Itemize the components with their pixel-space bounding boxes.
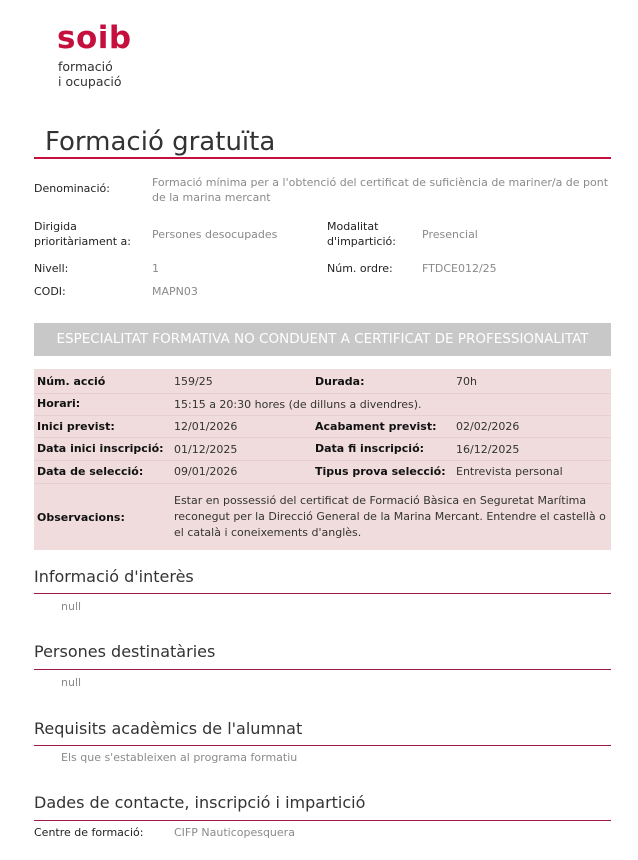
section-divider bbox=[34, 820, 611, 821]
data-seleccio-value: 09/01/2026 bbox=[174, 465, 238, 478]
num-ordre-value: FTDCE012/25 bbox=[422, 262, 497, 275]
durada-value: 70h bbox=[456, 375, 477, 388]
data-fi-inscripcio-label: Data fi inscripció: bbox=[315, 442, 425, 455]
modalitat-label: Modalitat d'impartició: bbox=[327, 220, 396, 248]
data-fi-inscripcio-value: 16/12/2025 bbox=[456, 443, 520, 456]
brand-subtitle-line2: i ocupació bbox=[58, 74, 122, 89]
acabament-label: Acabament previst: bbox=[315, 420, 437, 433]
inici-value: 12/01/2026 bbox=[174, 420, 238, 433]
num-accio-value: 159/25 bbox=[174, 375, 213, 388]
data-seleccio-label: Data de selecció: bbox=[37, 465, 144, 478]
num-ordre-label: Núm. ordre: bbox=[327, 262, 393, 275]
codi-label: CODI: bbox=[34, 285, 66, 298]
centre-formacio-label: Centre de formació: bbox=[34, 826, 144, 839]
dirigida-label: Dirigida prioritàriament a: bbox=[34, 220, 131, 248]
section-title-info: Informació d'interès bbox=[34, 567, 194, 586]
modalitat-value: Presencial bbox=[422, 228, 478, 241]
detail-row-divider bbox=[34, 393, 611, 394]
page-title: Formació gratuïta bbox=[45, 127, 276, 157]
detail-row-divider bbox=[34, 415, 611, 416]
inici-label: Inici previst: bbox=[37, 420, 115, 433]
section-text-requisits: Els que s'estableixen al programa formatiu bbox=[61, 751, 298, 764]
horari-value: 15:15 a 20:30 hores (de dilluns a divendres). bbox=[174, 398, 422, 411]
durada-label: Durada: bbox=[315, 375, 365, 388]
nivell-label: Nivell: bbox=[34, 262, 69, 275]
data-inici-inscripcio-value: 01/12/2025 bbox=[174, 443, 238, 456]
section-title-requisits: Requisits acadèmics de l'alumnat bbox=[34, 719, 303, 738]
data-inici-inscripcio-label: Data inici inscripció: bbox=[37, 442, 164, 455]
specialty-banner: ESPECIALITAT FORMATIVA NO CONDUENT A CERTIFICAT DE PROFESSIONALITAT bbox=[34, 323, 611, 356]
denominacio-label: Denominació: bbox=[34, 182, 110, 195]
section-text-persones: null bbox=[61, 676, 82, 689]
detail-row-divider bbox=[34, 437, 611, 438]
detail-row-divider bbox=[34, 483, 611, 484]
denominacio-value: Formació mínima per a l'obtenció del certificat de suficiència de mariner/a de pont de la marina mercant bbox=[152, 176, 609, 204]
codi-value: MAPN03 bbox=[152, 285, 198, 298]
section-title-contacte: Dades de contacte, inscripció i impartició bbox=[34, 793, 366, 812]
horari-label: Horari: bbox=[37, 397, 81, 410]
title-divider bbox=[34, 157, 611, 159]
section-text-info: null bbox=[61, 600, 82, 613]
observacions-label: Observacions: bbox=[37, 511, 125, 524]
section-divider bbox=[34, 593, 611, 594]
section-title-persones: Persones destinatàries bbox=[34, 642, 216, 661]
centre-formacio-value: CIFP Nauticopesquera bbox=[174, 826, 295, 839]
brand-subtitle-line1: formació bbox=[58, 59, 113, 74]
tipus-prova-value: Entrevista personal bbox=[456, 465, 563, 478]
tipus-prova-label: Tipus prova selecció: bbox=[315, 465, 446, 478]
section-divider bbox=[34, 745, 611, 746]
acabament-value: 02/02/2026 bbox=[456, 420, 520, 433]
num-accio-label: Núm. acció bbox=[37, 375, 106, 388]
brand-subtitle bbox=[58, 59, 178, 89]
nivell-value: 1 bbox=[152, 262, 159, 275]
brand-logo: soib bbox=[57, 20, 132, 56]
dirigida-value: Persones desocupades bbox=[152, 228, 278, 241]
section-divider bbox=[34, 669, 611, 670]
detail-row-divider bbox=[34, 460, 611, 461]
observacions-value: Estar en possessió del certificat de Formació Bàsica en Seguretat Marítima reconegut per la Direcció General de la Marina Mercant. Entendre el castellà o el català i coneixements d'anglès. bbox=[174, 494, 606, 539]
